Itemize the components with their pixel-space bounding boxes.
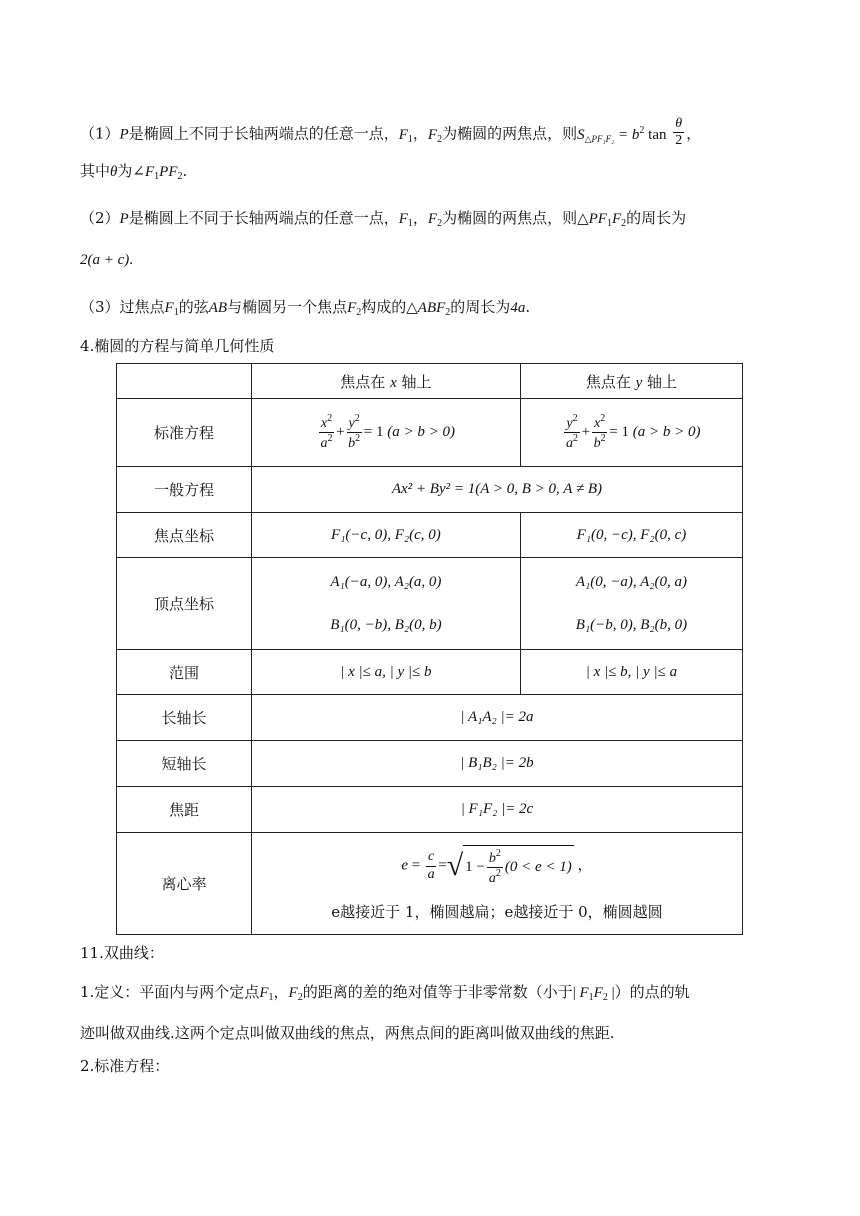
standard-equation-title: 2.标准方程： xyxy=(80,1057,170,1075)
label-general: 一般方程 xyxy=(117,467,252,513)
table-header-row xyxy=(117,364,743,399)
major-value: | A₁A₂ |= 2a xyxy=(251,695,742,741)
item3: （3）过焦点$F_1$的弦AB与椭圆另一个焦点$F_2$构成的$\triangle ABF_2$的周长为4a. xyxy=(80,298,531,318)
header-x-axis: 焦点在 x 轴上 xyxy=(251,364,520,399)
label-minor: 短轴长 xyxy=(117,741,252,787)
item1-line2: 其中θ为$\angle F_1PF_2$. xyxy=(80,162,188,182)
table-row-focal xyxy=(117,787,743,833)
definition-line2: 迹叫做双曲线.这两个定点叫做双曲线的焦点，两焦点间的距离叫做双曲线的焦距. xyxy=(80,1024,615,1042)
foci-y: F₁(0, −c), F₂(0, c) xyxy=(520,513,742,558)
standard-y: $\frac{y^2}{a^2}$ + $\frac{x^2}{b^2}$ = 1 (a > b > 0) xyxy=(520,399,742,467)
standard-x: $\frac{x^2}{a^2}$ + $\frac{y^2}{b^2}$ = 1 (a > b > 0) xyxy=(251,399,520,467)
header-y-axis: 焦点在 y 轴上 xyxy=(520,364,742,399)
label-focal: 焦距 xyxy=(117,787,252,833)
table-row-eccentricity xyxy=(117,833,743,935)
label-range: 范围 xyxy=(117,650,252,695)
focal-value: | F₁F₂ |= 2c xyxy=(251,787,742,833)
item2-line2: 2(a + c). xyxy=(80,252,134,268)
table-row-minor xyxy=(117,741,743,787)
label-foci: 焦点坐标 xyxy=(117,513,252,558)
table-row-foci xyxy=(117,513,743,558)
label-standard: 标准方程 xyxy=(117,399,252,467)
item1-line1: （1）P是椭圆上不同于长轴两端点的任意一点，$F_1$，$F_2$为椭圆的两焦点，则$S_{\triangle PF_1F_2} = b^2$ tan $\frac{\theta}{2}$ ， xyxy=(80,116,702,149)
vertices-x: A₁(−a, 0), A₂(a, 0) B₁(0, −b), B₂(0, b) xyxy=(251,558,520,650)
theta-half-fraction: $\frac{\theta}{2}$ xyxy=(675,116,683,149)
range-y: | x |≤ b, | y |≤ a xyxy=(520,650,742,695)
label-major: 长轴长 xyxy=(117,695,252,741)
range-x: | x |≤ a, | y |≤ b xyxy=(251,650,520,695)
label-eccentricity: 离心率 xyxy=(117,833,252,935)
item2-line1: （2）P是椭圆上不同于长轴两端点的任意一点，$F_1$，$F_2$为椭圆的两焦点，则$\triangle PF_1F_2$的周长为 xyxy=(80,209,687,229)
vertices-y: A₁(0, −a), A₂(0, a) B₁(−b, 0), B₂(b, 0) xyxy=(520,558,742,650)
table-row-vertices xyxy=(117,558,743,650)
definition-line1: 1.定义：平面内与两个定点$F_1$，$F_2$的距离的差的绝对值等于非零常数（小于| $F_1F_2$ |）的点的轨 xyxy=(80,983,690,1003)
table-row-range xyxy=(117,650,743,695)
table-row-general xyxy=(117,467,743,513)
general-value: Ax² + By² = 1(A > 0, B > 0, A ≠ B) xyxy=(251,467,742,513)
eccentricity-note: e越接近于 1，椭圆越扁；e越接近于 0，椭圆越圆 xyxy=(331,903,663,922)
table-row-standard xyxy=(117,399,743,467)
table-row-major xyxy=(117,695,743,741)
section4-title: 4.椭圆的方程与简单几何性质 xyxy=(80,337,275,355)
label-vertices: 顶点坐标 xyxy=(117,558,252,650)
foci-x: F₁(−c, 0), F₂(c, 0) xyxy=(251,513,520,558)
minor-value: | B₁B₂ |= 2b xyxy=(251,741,742,787)
header-blank xyxy=(117,364,252,399)
ellipse-properties-table xyxy=(116,363,743,935)
eccentricity-value: e = $\frac{c}{a}$ = √ 1 − $\frac{b^2}{a^2}$ (0 < e < 1) ， e越接近于 1，椭圆越扁；e越接近于 0，椭圆越圆 xyxy=(251,833,742,935)
section11-title: 11.双曲线： xyxy=(80,944,164,962)
